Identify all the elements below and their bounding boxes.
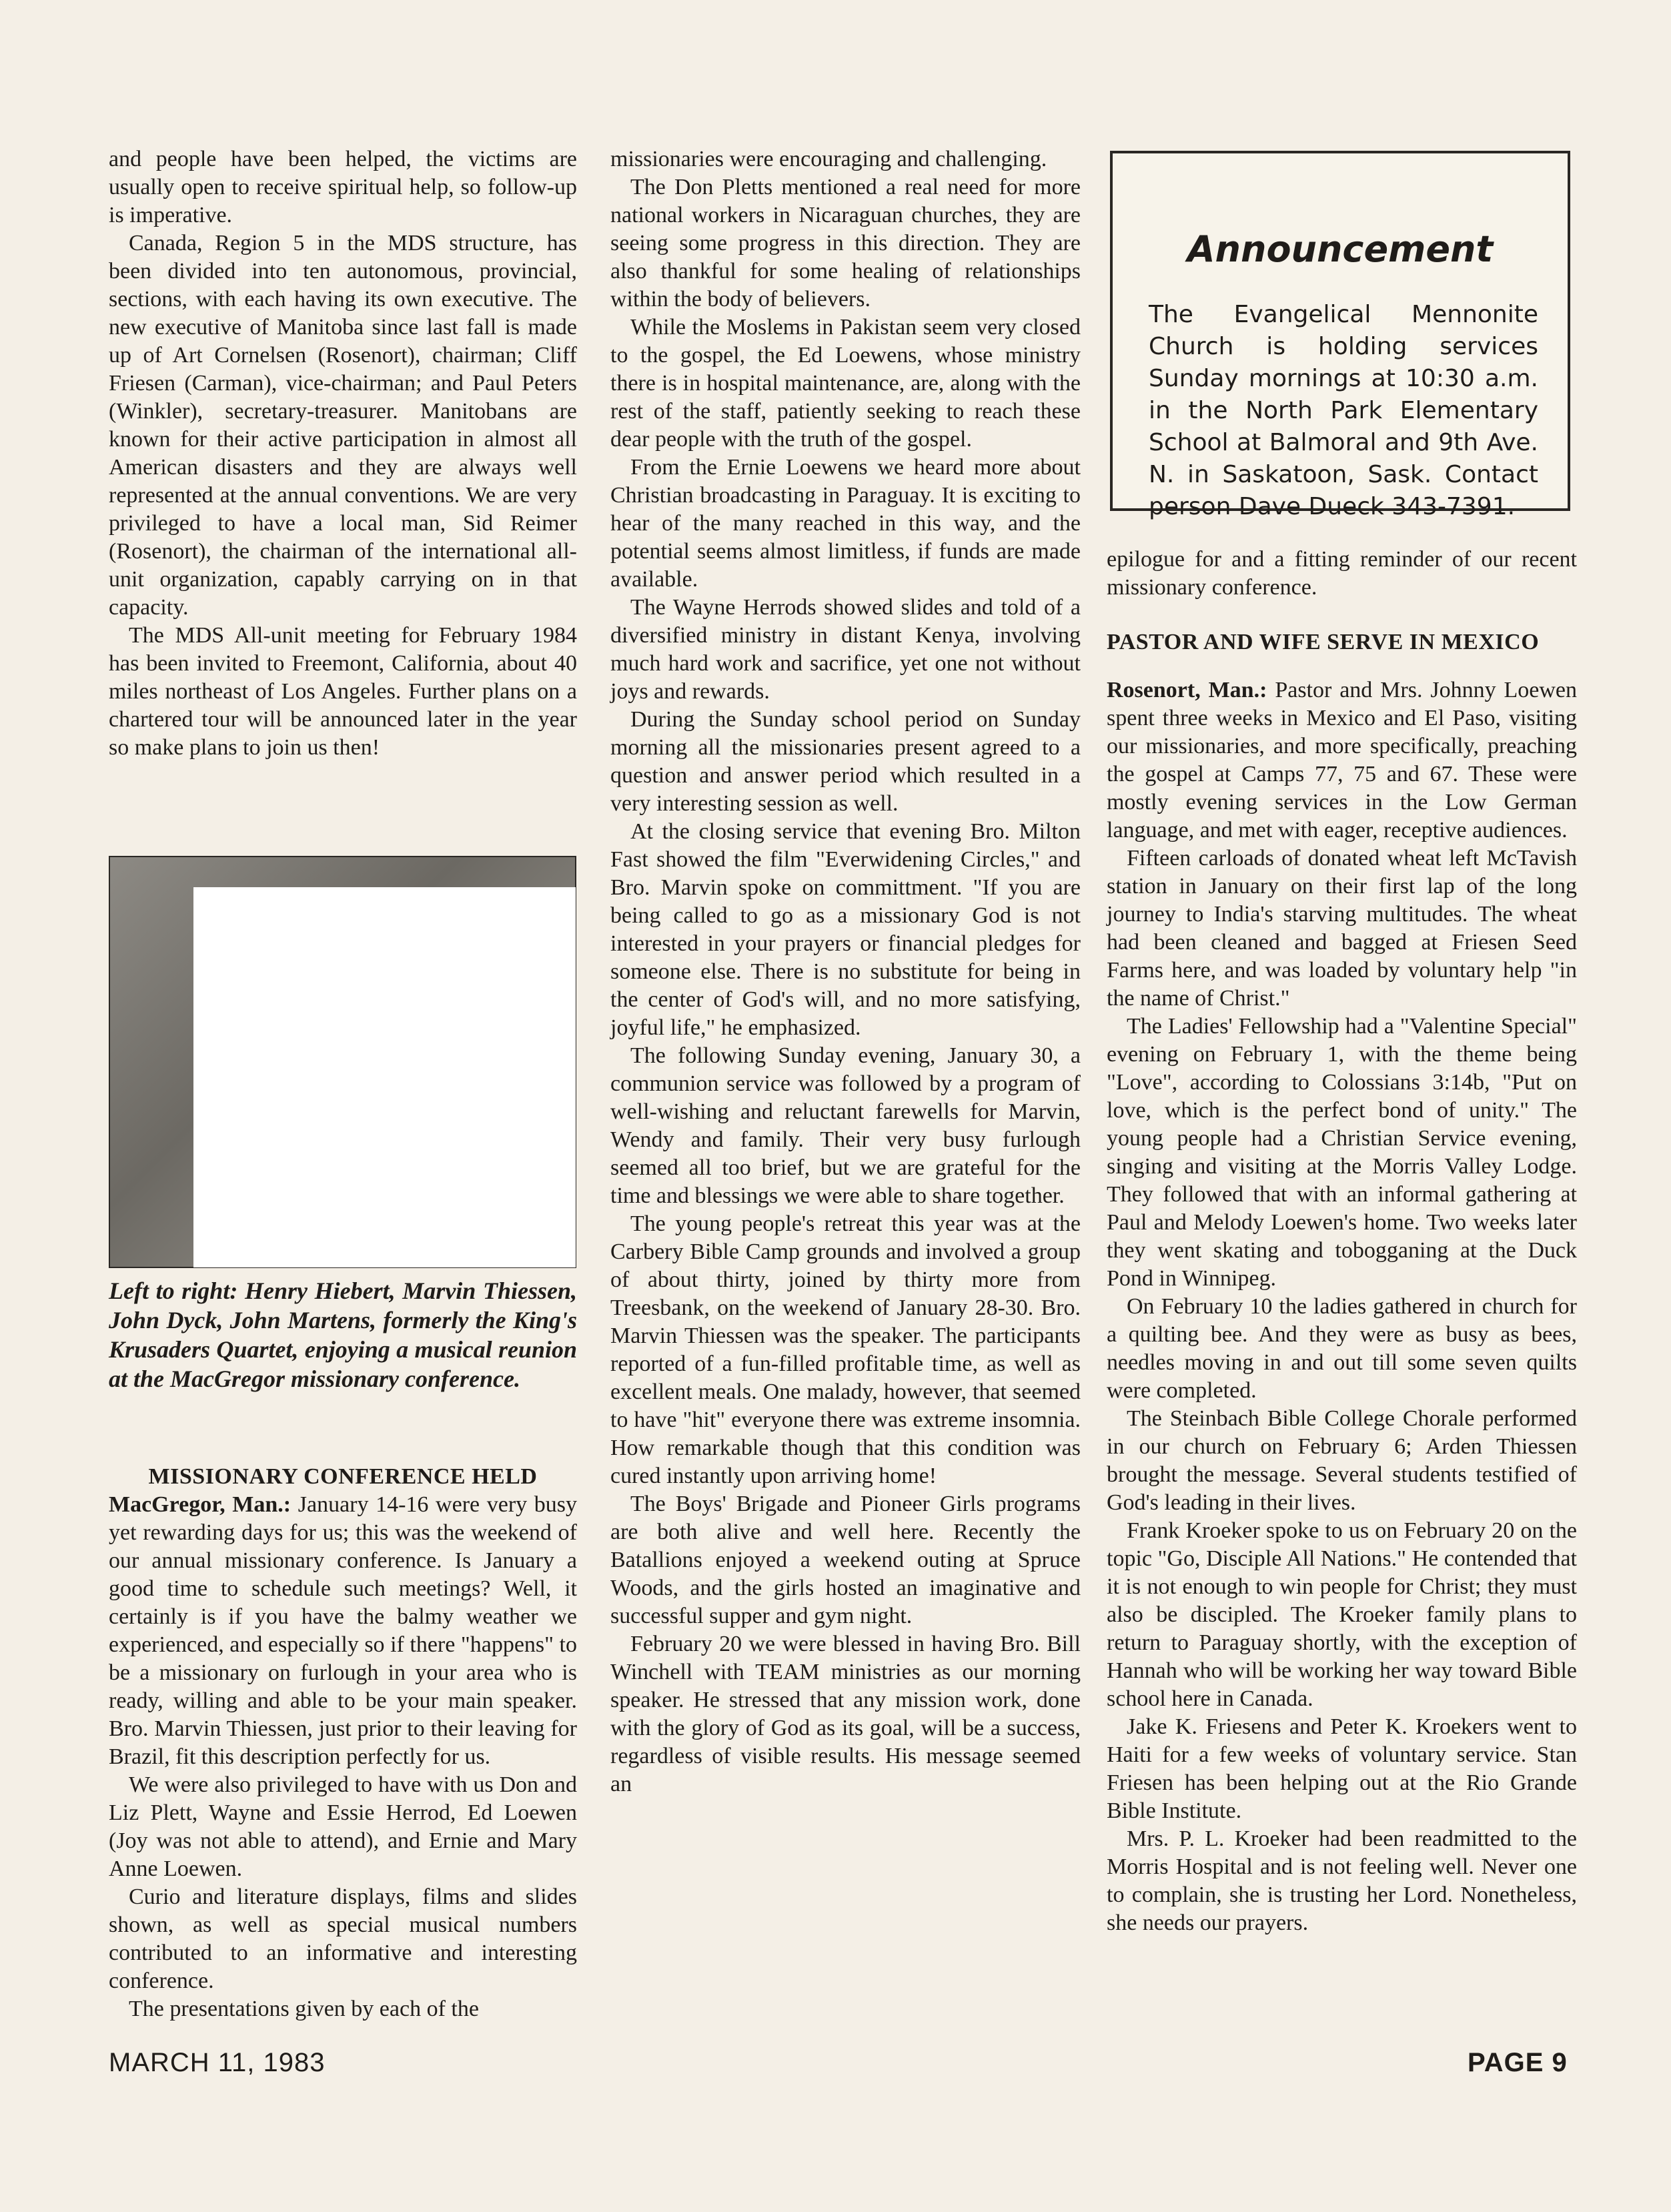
article-paragraph: From the Ernie Loewens we heard more about Christian broadcasting in Paraguay. It is exciting to hear of the many reached in this way, and the potential seems almost limitless, if funds are made available. [610,455,1081,592]
article-paragraph: missionaries were encouraging and challenging. [610,147,1047,171]
article-paragraph: and people have been helped, the victims are usually open to receive spiritual help, so follow-up is imperative. [109,147,577,227]
page-number: PAGE 9 [1468,2048,1568,2077]
article-paragraph: Mrs. P. L. Kroeker had been readmitted to the Morris Hospital and is not feeling well. Never one to complain, she is trusting her Lord. Nonetheless, she needs our prayers. [1107,1826,1577,1935]
article-lead: Rosenort, Man.: Pastor and Mrs. Johnny Loewen spent three weeks in Mexico and El Paso, visiting our missionaries, and more specifically, preaching the gospel at Camps 77, 75 and 67. These were mostly evening services in the Low German language, and met with eager, receptive audiences. [1107,678,1577,843]
article-paragraph: Curio and literature displays, films and slides shown, as well as special musical numbers contributed to an informative and interesting conference. [109,1884,577,1993]
article-paragraph: The Ladies' Fellowship had a "Valentine Special" evening on February 1, with the theme being "Love", according to Colossians 3:14b, "Put on love, which is the perfect bond of unity." The young people had a Christian Service evening, singing and visiting at the Morris Valley Lodge. They followed that with an informal gathering at Paul and Melody Loewen's home. Two weeks later they went skating and tobogganing at the Duck Pond in Winnipeg. [1107,1014,1577,1291]
article-paragraph: We were also privileged to have with us Don and Liz Plett, Wayne and Essie Herrod, Ed Loewen (Joy was not able to attend), and Ernie and Mary Anne Loewen. [109,1772,577,1881]
article-paragraph: Frank Kroeker spoke to us on February 20 on the topic "Go, Disciple All Nations." He contended that it is not enough to win people for Christ; they must also be discipled. The Kroeker family plans to return to Paraguay shortly, with the exception of Hannah who will be working her way toward Bible school here in Canada. [1107,1518,1577,1711]
article-paragraph: At the closing service that evening Bro. Milton Fast showed the film "Everwidening Circles," and Bro. Marvin spoke on committment. "If you are being called to go as a missionary God is not interested in your prayers or financial pledges for someone else. There is no substitute for being in the center of God's will, and no more satisfying, joyful life," he emphasized. [610,819,1081,1040]
article-paragraph: epilogue for and a fitting reminder of our recent missionary conference. [1107,547,1577,600]
article-paragraph: February 20 we were blessed in having Bro. Bill Winchell with TEAM ministries as our morning speaker. He stressed that any mission work, done with the glory of God as its goal, will be a success, regardless of visible results. His message seemed an [610,1632,1081,1796]
column-1-bottom [109,1463,577,2023]
photo-redacted-area [193,887,576,1267]
announcement-title: Announcement [1187,228,1494,270]
column-2 [610,145,1081,1798]
column-3 [1107,546,1577,1937]
article-heading-pastor-mexico: PASTOR AND WIFE SERVE IN MEXICO [1107,630,1540,654]
dateline: Rosenort, Man.: [1107,678,1267,702]
article-paragraph: During the Sunday school period on Sunday morning all the missionaries present agreed to a question and answer period which resulted in a very interesting session as well. [610,707,1081,816]
article-paragraph: Fifteen carloads of donated wheat left McTavish station in January on their first lap of the long journey to India's starving multitudes. The wheat had been cleaned and bagged at Friesen Seed Farms here, and was loaded by voluntary help "in the name of Christ." [1107,846,1577,1011]
announcement-body: The Evangelical Mennonite Church is holding services Sunday mornings at 10:30 a.m. in the North Park Elementary School at Balmoral and 9th Ave. N. in Saskatoon, Sask. Contact person Dave Dueck 343-7391. [1149,301,1538,520]
article-paragraph: Jake K. Friesens and Peter K. Kroekers went to Haiti for a few weeks of voluntary service. Stan Friesen has been helping out at the Rio Grande Bible Institute. [1107,1714,1577,1823]
article-paragraph: The Wayne Herrods showed slides and told of a diversified ministry in distant Kenya, involving much hard work and sacrifice, yet one not without joys and rewards. [610,595,1081,704]
article-paragraph: The young people's retreat this year was at the Carbery Bible Camp grounds and involved a group of about thirty, joined by thirty more from Treesbank, on the weekend of January 28-30. Bro. Marvin Thiessen was the speaker. The participants reported of a fun-filled profitable time, as well as excellent meals. One malady, however, that seemed to have "hit" everyone there was extreme insomnia. How remarkable though that this condition was cured instantly upon arriving home! [610,1211,1081,1488]
article-paragraph: Canada, Region 5 in the MDS structure, has been divided into ten autonomous, provincial, sections, with each having its own executive. The new executive of Manitoba since last fall is made up of Art Cornelsen (Rosenort), chairman; Cliff Friesen (Carman), vice-chairman; and Paul Peters (Winkler), secretary-treasurer. Manitobans are known for their active participation in almost all American disasters and they are always well represented at the annual conventions. We are very privileged to have a local man, Sid Reimer (Rosenort), the chairman of the international all-unit organization, capably carrying on in that capacity. [109,231,577,620]
article-paragraph: The Steinbach Bible College Chorale performed in our church on February 6; Arden Thiessen brought the message. Several students testified of God's leading in their lives. [1107,1406,1577,1515]
article-paragraph: While the Moslems in Pakistan seem very closed to the gospel, the Ed Loewens, whose ministry there is in hospital maintenance, are, along with the rest of the staff, patiently seeking to reach these dear people with the truth of the gospel. [610,315,1081,452]
column-1-top [109,145,577,762]
quartet-photo [109,856,576,1268]
article-paragraph: The presentations given by each of the [129,1997,479,2021]
issue-date: MARCH 11, 1983 [109,2048,326,2077]
article-heading-missionary-conference: MISSIONARY CONFERENCE HELD [148,1464,538,1489]
dateline: MacGregor, Man.: [109,1492,292,1517]
article-paragraph: The Boys' Brigade and Pioneer Girls programs are both alive and well here. Recently the Batallions enjoyed a weekend outing at Spruce Woods, and the girls hosted an imaginative and successful supper and gym night. [610,1492,1081,1628]
article-paragraph: The Don Pletts mentioned a real need for more national workers in Nicaraguan churches, they are seeing some progress in this direction. They are also thankful for some healing of relationships within the body of believers. [610,175,1081,312]
photo-caption: Left to right: Henry Hiebert, Marvin Thiessen, John Dyck, John Martens, formerly the King's Krusaders Quartet, enjoying a musical reunion at the MacGregor missionary conference. [109,1277,577,1392]
article-paragraph: On February 10 the ladies gathered in church for a quilting bee. And they were as busy as bees, needles moving in and out till some seven quilts were completed. [1107,1294,1577,1403]
article-lead: MacGregor, Man.: January 14-16 were very busy yet rewarding days for us; this was the weekend of our annual missionary conference. Is January a good time to schedule such meetings? Well, it certainly is if you have the balmy weather we experienced, and especially so if there "happens" to be a missionary on furlough in your area who is ready, willing and able to be your main speaker. Bro. Marvin Thiessen, just prior to their leaving for Brazil, fit this description perfectly for us. [109,1492,577,1769]
announcement-box [1110,151,1570,520]
article-paragraph: The MDS All-unit meeting for February 1984 has been invited to Freemont, California, about 40 miles northeast of Los Angeles. Further plans on a chartered tour will be announced later in the year so make plans to join us then! [109,623,577,760]
article-paragraph: The following Sunday evening, January 30, a communion service was followed by a program of well-wishing and reluctant farewells for Marvin, Wendy and family. Their very busy furlough seemed all too brief, but we are grateful for the time and blessings we were able to share together. [610,1043,1081,1208]
